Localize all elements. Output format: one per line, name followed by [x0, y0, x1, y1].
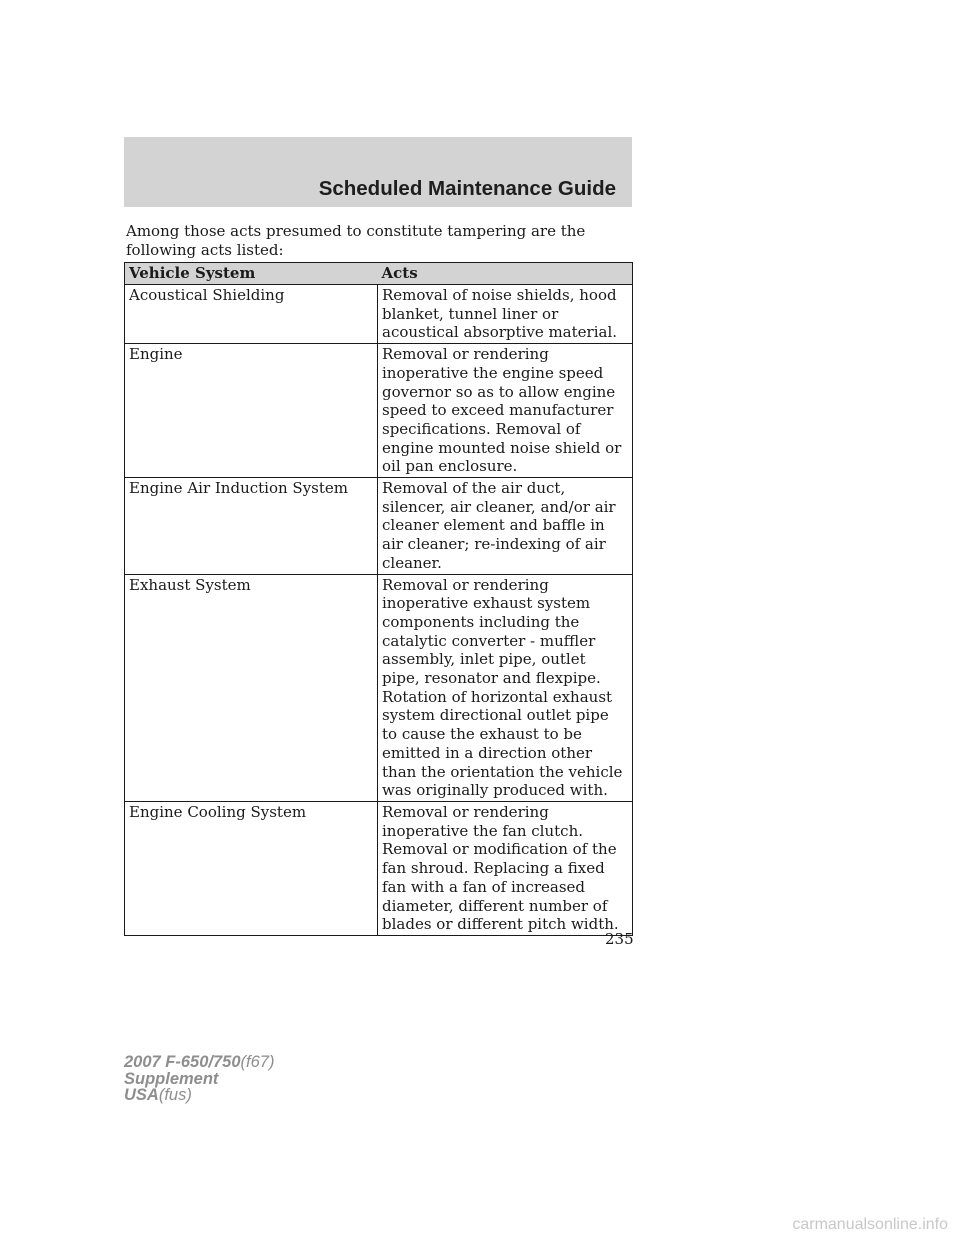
table-header-row — [125, 263, 633, 285]
footer-line-supplement — [124, 1071, 274, 1088]
acts-cell: Removal or rendering inoperative exhaust system components including the catalytic converter - muffler assembly, inlet pipe, outlet pipe, resonator and flexpipe. Rotation of horizontal exhaust system directional outlet pipe to cause the exhaust to be emitted in a direction other than the orientation the vehicle was originally produced with. — [378, 574, 633, 801]
table-row — [125, 285, 633, 344]
tampering-table — [124, 262, 633, 936]
section-title: Scheduled Maintenance Guide — [318, 177, 616, 200]
vehicle-system-cell: Engine Cooling System — [125, 801, 378, 935]
acts-cell: Removal or rendering inoperative the engine speed governor so as to allow engine speed to exceed manufacturer specifications. Removal of engine mounted noise shield or oil pan enclosure. — [378, 344, 633, 478]
footer-supplement: Supplement — [124, 1069, 219, 1088]
table-row — [125, 801, 633, 935]
acts-cell: Removal or rendering inoperative the fan clutch. Removal or modification of the fan shroud. Replacing a fixed fan with a fan of increased diameter, different number of blades or different pitch width. — [378, 801, 633, 935]
vehicle-system-cell: Acoustical Shielding — [125, 285, 378, 344]
watermark: carmanualsonline.info — [792, 1216, 948, 1233]
column-header-vehicle-system: Vehicle System — [125, 263, 378, 285]
acts-cell: Removal of the air duct, silencer, air cleaner, and/or air cleaner element and baffle in air cleaner; re-indexing of air cleaner. — [378, 478, 633, 575]
footer-region-code: (fus) — [158, 1086, 192, 1104]
column-header-acts: Acts — [378, 263, 633, 285]
vehicle-system-cell: Exhaust System — [125, 574, 378, 801]
footer-doc-info — [124, 1054, 274, 1104]
vehicle-system-cell: Engine — [125, 344, 378, 478]
footer-model: 2007 F-650/750 — [124, 1053, 241, 1071]
acts-cell: Removal of noise shields, hood blanket, tunnel liner or acoustical absorptive material. — [378, 285, 633, 344]
footer-line-model — [124, 1054, 274, 1071]
vehicle-system-cell: Engine Air Induction System — [125, 478, 378, 575]
footer-line-region — [124, 1087, 274, 1104]
table-row — [125, 574, 633, 801]
page-number: 235 — [605, 930, 634, 948]
table-row — [125, 478, 633, 575]
intro-paragraph: Among those acts presumed to constitute tampering are the following acts listed: — [126, 222, 586, 259]
header-band — [124, 137, 632, 207]
footer-model-code: (f67) — [240, 1053, 275, 1071]
footer-region: USA — [124, 1086, 159, 1104]
table-row — [125, 344, 633, 478]
